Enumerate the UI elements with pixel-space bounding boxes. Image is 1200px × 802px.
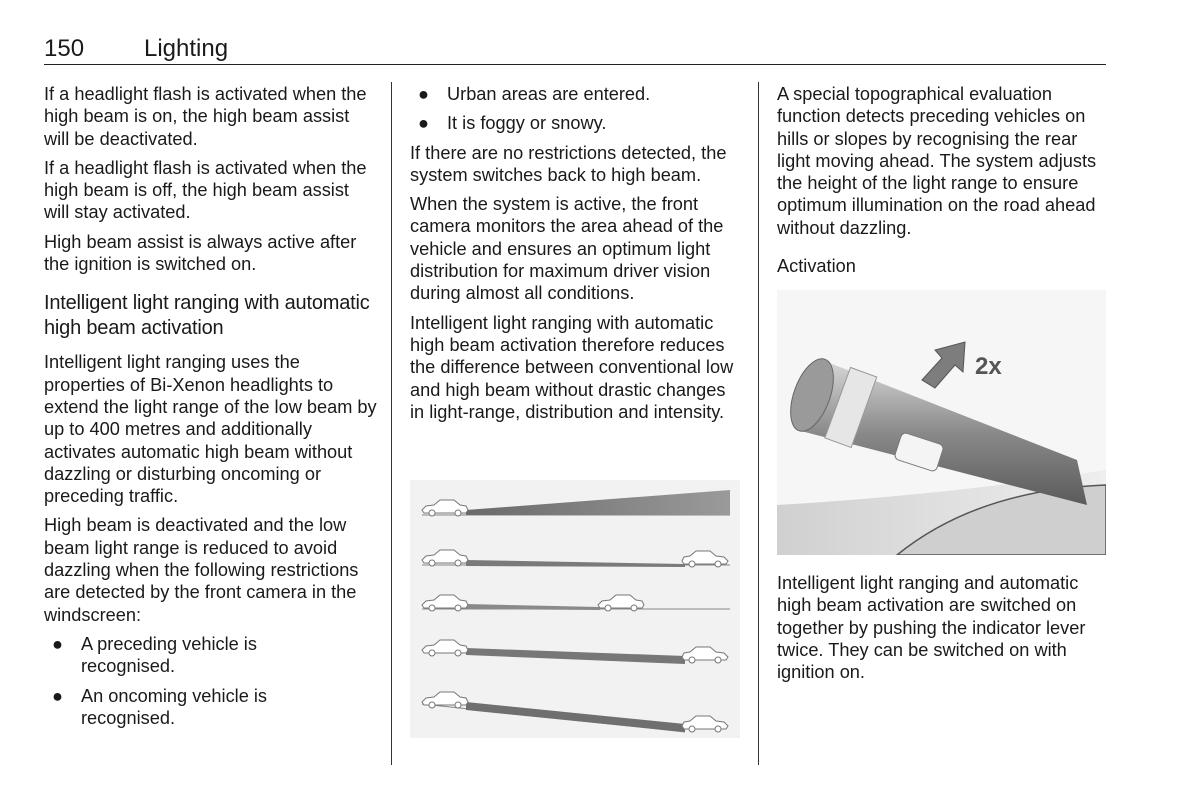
column-2 (410, 83, 745, 430)
paragraph: If a headlight flash is activated when the high beam is on, the high beam assist will be deactivated. (44, 84, 367, 149)
paragraph: High beam assist is always active after the ignition is switched on. (44, 231, 357, 275)
list-item (44, 685, 311, 730)
bullet-icon: ● (52, 633, 63, 654)
figure-label: 2x (975, 353, 1002, 380)
header-rule (44, 64, 1106, 65)
paragraph: Intelligent light ranging with automatic high beam activation therefore reduces the difference between conventional low and high beam without drastic changes in light-range, distribution and intensity. (410, 312, 734, 422)
paragraph: When the system is active, the front camera monitors the area ahead of the vehicle and ensures an optimum light distribution for maximum driver vision during almost all conditions. (410, 194, 724, 304)
paragraph: Intelligent light ranging uses the properties of Bi-Xenon headlights to extend the light range of the low beam by up to 400 metres and additionally activates automatic high beam without dazzling or disturbing oncoming or preceding traffic. (44, 352, 377, 507)
paragraph: If a headlight flash is activated when the high beam is off, the high beam assist will stay activated. (44, 157, 367, 223)
restriction-list (44, 633, 379, 729)
low-beam-shape (466, 560, 685, 567)
bullet-icon: ● (52, 685, 63, 706)
list-item (44, 633, 311, 678)
bullet-icon: ● (418, 113, 429, 134)
section-title: Lighting (144, 35, 229, 62)
paragraph: High beam is deactivated and the low beam light range is reduced to avoid dazzling when the following restrictions are detected by the front camera in the windscreen: (44, 515, 359, 625)
list-item (410, 83, 745, 105)
low-beam-shape (466, 702, 685, 732)
section-heading: Intelligent light ranging with automatic high beam activation (44, 292, 370, 340)
bullet-icon: ● (418, 84, 429, 104)
list-item-text: A preceding vehicle is recognised. (81, 633, 257, 677)
indicator-lever-illustration (777, 290, 1106, 555)
light-range-illustration (410, 480, 740, 738)
high-beam-shape (466, 490, 730, 515)
indicator-lever-figure (777, 290, 1106, 555)
column-3 (777, 83, 1112, 288)
column-1 (44, 83, 379, 736)
low-beam-shape (466, 648, 685, 664)
light-range-figure (410, 480, 740, 738)
list-item-text: Urban areas are entered. (447, 84, 651, 104)
page-number: 150 (44, 35, 85, 62)
list-item (410, 112, 745, 134)
paragraph: If there are no restrictions detected, the system switches back to high beam. (410, 142, 727, 185)
paragraph: A special topographical evaluation function detects preceding vehicles on hills or slopes by recognising the rear light moving ahead. The system adjusts the height of the light range to ensure optimum illumination on the road ahead without dazzling. (777, 84, 1097, 238)
column-divider-2 (758, 82, 759, 765)
column-3-continued (777, 572, 1112, 690)
restriction-list-continued (410, 83, 745, 135)
subheading: Activation (777, 256, 856, 277)
list-item-text: It is foggy or snowy. (447, 113, 607, 134)
list-item-text: An oncoming vehicle is recognised. (81, 685, 268, 728)
column-divider-1 (391, 82, 392, 765)
paragraph: Intelligent light ranging and automatic high beam activation are switched on together by pushing the indicator lever twice. They can be switched on with ignition on. (777, 573, 1086, 683)
low-beam-shape (466, 604, 600, 610)
